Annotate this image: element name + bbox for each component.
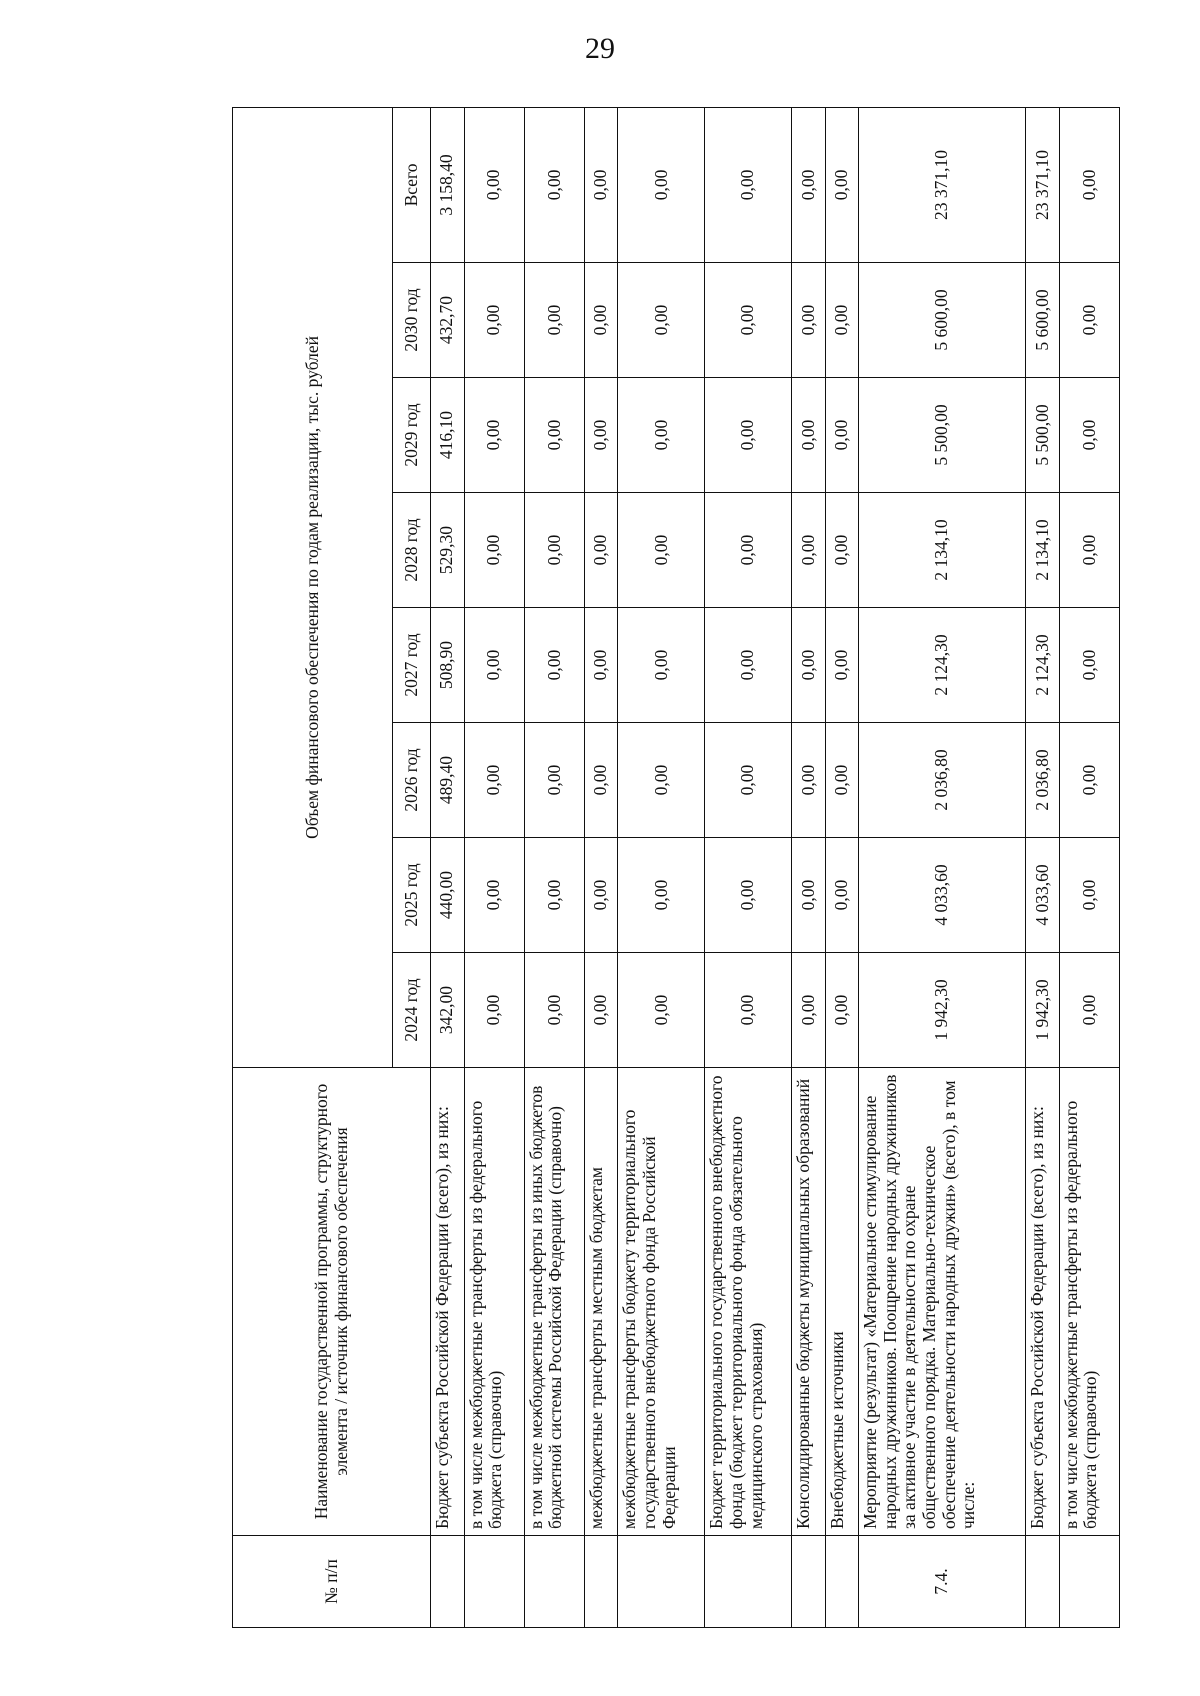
cell-value: 0,00 xyxy=(584,263,618,378)
table-row xyxy=(584,107,618,1627)
cell-value: 2 134,10 xyxy=(859,493,1026,608)
row-source-name: в том числе межбюджетные трансферты из иных бюджетов бюджетной системы Российской Федерации (справочно) xyxy=(524,1068,584,1536)
cell-value: 0,00 xyxy=(792,263,826,378)
row-source-name: межбюджетные трансферты бюджету территориального государственного внебюджетного фонда Российской Федерации xyxy=(618,1068,705,1536)
row-source-name: Консолидированные бюджеты муниципальных образований xyxy=(792,1068,826,1536)
table-row xyxy=(431,107,465,1627)
table-row xyxy=(618,107,705,1627)
row-number xyxy=(792,1536,826,1628)
cell-value: 4 033,60 xyxy=(859,838,1026,953)
cell-value: 0,00 xyxy=(1059,493,1119,608)
cell-value: 0,00 xyxy=(825,107,859,262)
cell-value: 489,40 xyxy=(431,723,465,838)
cell-value: 0,00 xyxy=(618,263,705,378)
cell-value: 0,00 xyxy=(464,378,524,493)
cell-value: 0,00 xyxy=(792,107,826,262)
row-source-name: Бюджет субъекта Российской Федерации (всего), из них: xyxy=(431,1068,465,1536)
cell-value: 416,10 xyxy=(431,378,465,493)
cell-value: 0,00 xyxy=(1059,608,1119,723)
header-year: 2027 год xyxy=(393,608,431,723)
cell-value: 0,00 xyxy=(1059,378,1119,493)
cell-value: 0,00 xyxy=(792,723,826,838)
row-number xyxy=(464,1536,524,1628)
cell-value: 0,00 xyxy=(618,608,705,723)
cell-value: 0,00 xyxy=(705,493,792,608)
page-number: 29 xyxy=(585,32,615,65)
cell-value: 0,00 xyxy=(1059,107,1119,262)
row-number xyxy=(1026,1536,1060,1628)
cell-value: 0,00 xyxy=(705,107,792,262)
cell-value: 23 371,10 xyxy=(859,107,1026,262)
cell-value: 0,00 xyxy=(618,107,705,262)
table-row xyxy=(1059,107,1119,1627)
row-number xyxy=(825,1536,859,1628)
cell-value: 0,00 xyxy=(464,493,524,608)
cell-value: 0,00 xyxy=(825,723,859,838)
cell-value: 0,00 xyxy=(524,838,584,953)
header-year: 2030 год xyxy=(393,263,431,378)
cell-value: 0,00 xyxy=(618,493,705,608)
cell-value: 0,00 xyxy=(464,608,524,723)
cell-value: 1 942,30 xyxy=(859,953,1026,1068)
cell-value: 0,00 xyxy=(1059,838,1119,953)
financing-table xyxy=(232,107,1120,1628)
cell-value: 0,00 xyxy=(464,953,524,1068)
cell-value: 0,00 xyxy=(825,608,859,723)
row-source-name: межбюджетные трансферты местным бюджетам xyxy=(584,1068,618,1536)
cell-value: 0,00 xyxy=(524,107,584,262)
cell-value: 0,00 xyxy=(464,263,524,378)
cell-value: 0,00 xyxy=(1059,723,1119,838)
header-year: 2026 год xyxy=(393,723,431,838)
row-number xyxy=(524,1536,584,1628)
header-year: 2028 год xyxy=(393,493,431,608)
cell-value: 4 033,60 xyxy=(1026,838,1060,953)
cell-value: 508,90 xyxy=(431,608,465,723)
row-number xyxy=(618,1536,705,1628)
row-source-name: Бюджет субъекта Российской Федерации (всего), из них: xyxy=(1026,1068,1060,1536)
cell-value: 0,00 xyxy=(618,723,705,838)
cell-value: 0,00 xyxy=(618,953,705,1068)
row-number xyxy=(705,1536,792,1628)
cell-value: 0,00 xyxy=(584,107,618,262)
cell-value: 0,00 xyxy=(584,378,618,493)
cell-value: 0,00 xyxy=(524,953,584,1068)
cell-value: 529,30 xyxy=(431,493,465,608)
cell-value: 0,00 xyxy=(825,378,859,493)
cell-value: 5 600,00 xyxy=(1026,263,1060,378)
cell-value: 0,00 xyxy=(524,378,584,493)
table-body xyxy=(431,107,1120,1627)
cell-value: 0,00 xyxy=(524,263,584,378)
cell-value: 0,00 xyxy=(464,723,524,838)
cell-value: 0,00 xyxy=(464,838,524,953)
header-name: Наименование государственной программы, структурного элемента / источник финансового обеспечения xyxy=(233,1068,431,1536)
row-number xyxy=(1059,1536,1119,1628)
row-source-name: Бюджет территориального государственного внебюджетного фонда (бюджет территориального фонда обязательного медицинского страхования) xyxy=(705,1068,792,1536)
cell-value: 0,00 xyxy=(464,107,524,262)
cell-value: 0,00 xyxy=(792,953,826,1068)
header-year: 2025 год xyxy=(393,838,431,953)
cell-value: 2 036,80 xyxy=(859,723,1026,838)
cell-value: 0,00 xyxy=(792,493,826,608)
header-year: Всего xyxy=(393,107,431,262)
table-row xyxy=(859,107,1026,1627)
cell-value: 0,00 xyxy=(524,493,584,608)
cell-value: 5 500,00 xyxy=(1026,378,1060,493)
cell-value: 3 158,40 xyxy=(431,107,465,262)
header-num: № п/п xyxy=(233,1536,431,1628)
cell-value: 2 134,10 xyxy=(1026,493,1060,608)
cell-value: 2 124,30 xyxy=(859,608,1026,723)
cell-value: 0,00 xyxy=(825,493,859,608)
cell-value: 0,00 xyxy=(705,723,792,838)
table-row xyxy=(464,107,524,1627)
cell-value: 0,00 xyxy=(792,608,826,723)
cell-value: 440,00 xyxy=(431,838,465,953)
row-number xyxy=(431,1536,465,1628)
cell-value: 0,00 xyxy=(825,263,859,378)
cell-value: 5 600,00 xyxy=(859,263,1026,378)
cell-value: 432,70 xyxy=(431,263,465,378)
cell-value: 0,00 xyxy=(705,263,792,378)
rotated-table-container xyxy=(232,108,1120,1628)
row-source-name: в том числе межбюджетные трансферты из федерального бюджета (справочно) xyxy=(464,1068,524,1536)
cell-value: 2 036,80 xyxy=(1026,723,1060,838)
cell-value: 0,00 xyxy=(825,953,859,1068)
cell-value: 0,00 xyxy=(584,953,618,1068)
row-source-name: в том числе межбюджетные трансферты из федерального бюджета (справочно) xyxy=(1059,1068,1119,1536)
cell-value: 23 371,10 xyxy=(1026,107,1060,262)
table-row xyxy=(1026,107,1060,1627)
cell-value: 0,00 xyxy=(584,493,618,608)
row-number xyxy=(584,1536,618,1628)
table-row xyxy=(705,107,792,1627)
cell-value: 2 124,30 xyxy=(1026,608,1060,723)
cell-value: 0,00 xyxy=(524,608,584,723)
table-row xyxy=(825,107,859,1627)
cell-value: 0,00 xyxy=(618,378,705,493)
cell-value: 0,00 xyxy=(705,378,792,493)
row-source-name: Внебюджетные источники xyxy=(825,1068,859,1536)
cell-value: 0,00 xyxy=(705,953,792,1068)
cell-value: 1 942,30 xyxy=(1026,953,1060,1068)
cell-value: 0,00 xyxy=(618,838,705,953)
cell-value: 0,00 xyxy=(584,838,618,953)
cell-value: 0,00 xyxy=(584,608,618,723)
cell-value: 342,00 xyxy=(431,953,465,1068)
cell-value: 0,00 xyxy=(524,723,584,838)
cell-value: 0,00 xyxy=(792,838,826,953)
cell-value: 0,00 xyxy=(584,723,618,838)
cell-value: 5 500,00 xyxy=(859,378,1026,493)
cell-value: 0,00 xyxy=(825,838,859,953)
table-row xyxy=(792,107,826,1627)
cell-value: 0,00 xyxy=(1059,953,1119,1068)
header-year: 2029 год xyxy=(393,378,431,493)
header-volume: Объем финансового обеспечения по годам реализации, тыс. рублей xyxy=(233,107,393,1067)
row-number: 7.4. xyxy=(859,1536,1026,1628)
row-source-name: Мероприятие (результат) «Материальное стимулирование народных дружинников. Поощрение народных дружинников за активное участие в деятельности по охране общественного порядка. Материально-техническое обеспечение деятельности народных дружин» (всего), в том числе: xyxy=(859,1068,1026,1536)
cell-value: 0,00 xyxy=(705,838,792,953)
header-year: 2024 год xyxy=(393,953,431,1068)
cell-value: 0,00 xyxy=(705,608,792,723)
cell-value: 0,00 xyxy=(792,378,826,493)
table-row xyxy=(524,107,584,1627)
cell-value: 0,00 xyxy=(1059,263,1119,378)
